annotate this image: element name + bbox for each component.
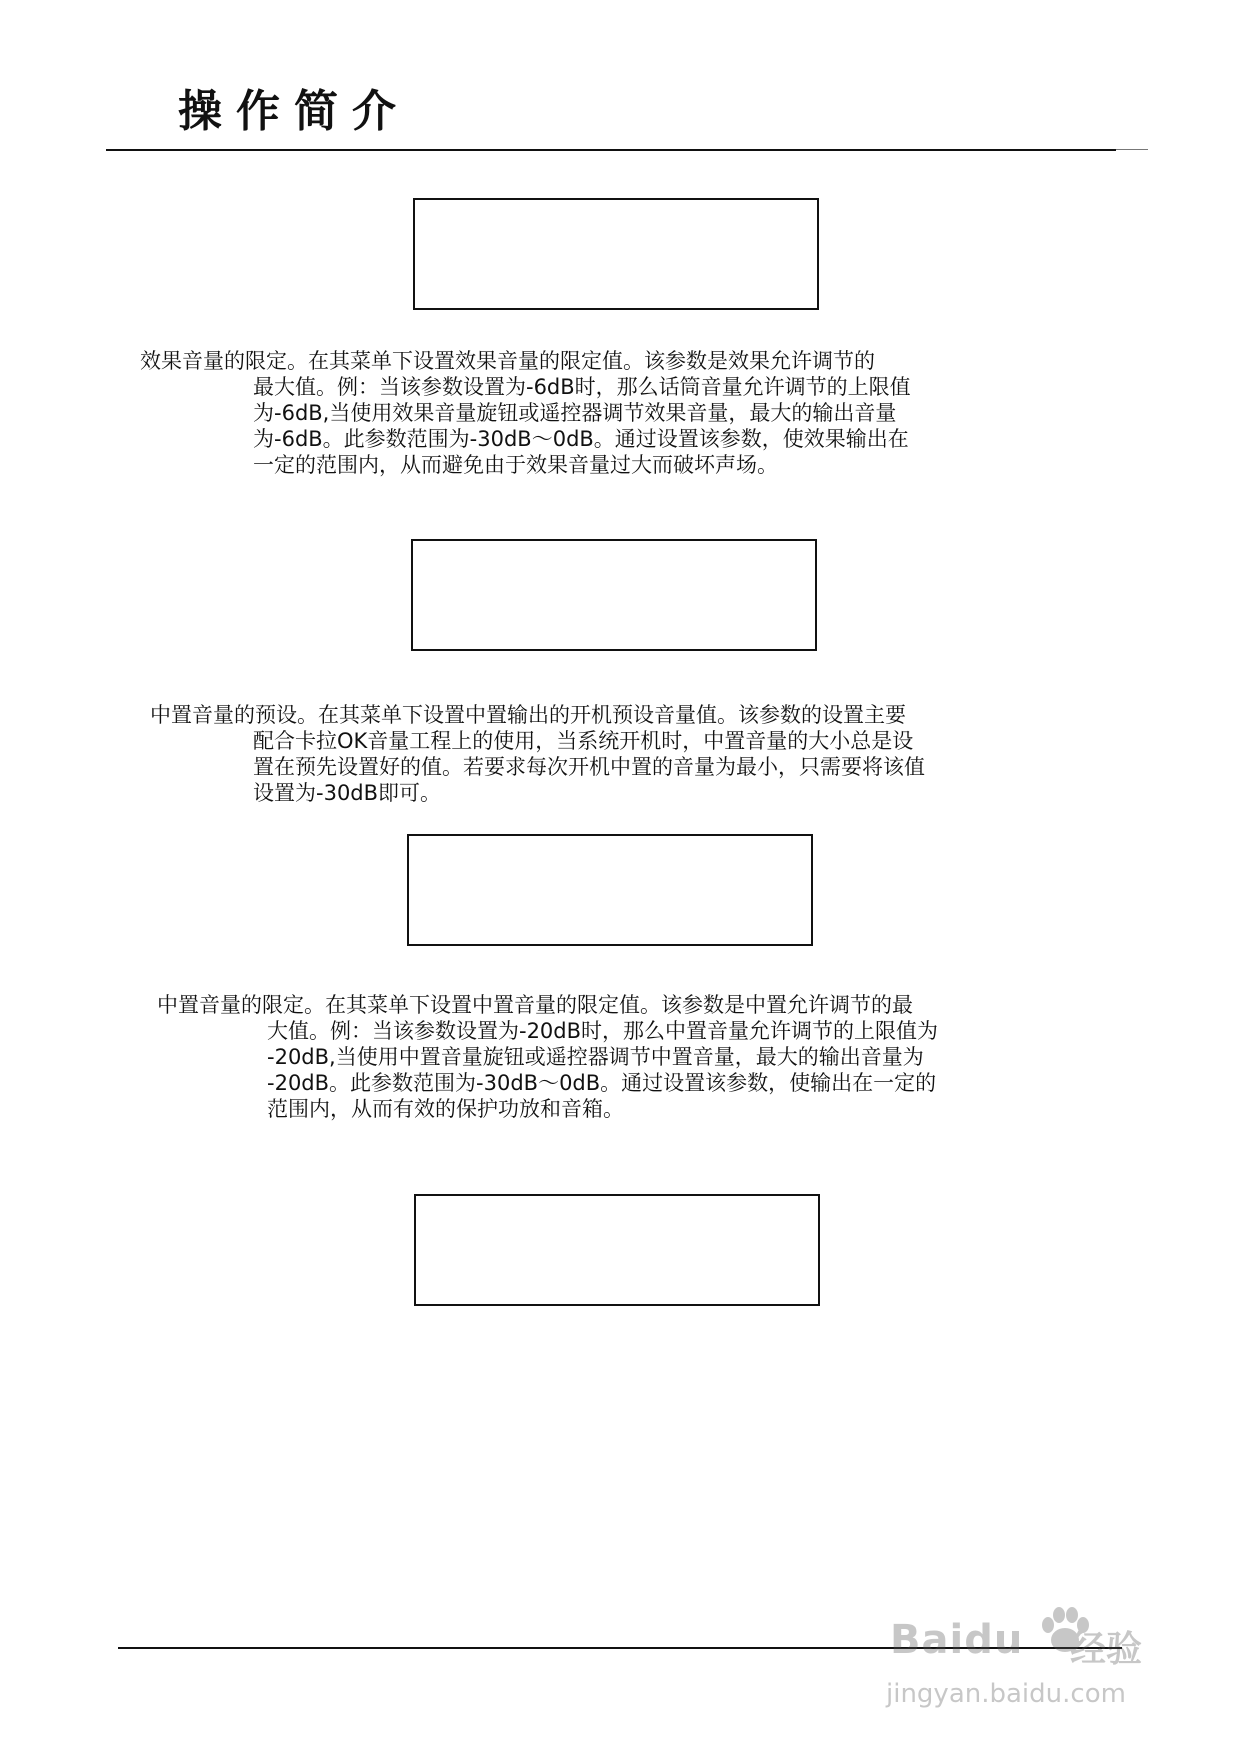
paragraph-line: 效果音量的限定。在其菜单下设置效果音量的限定值。该参数是效果允许调节的	[140, 349, 875, 373]
paragraph-line: 范围内，从而有效的保护功放和音箱。	[267, 1097, 624, 1121]
lcd-display-figure-3	[407, 834, 813, 946]
header-divider	[106, 149, 1116, 151]
paragraph-line: 配合卡拉OK音量工程上的使用，当系统开机时，中置音量的大小总是设	[253, 729, 914, 753]
paragraph-line: -20dB。此参数范围为-30dB～0dB。通过设置该参数，使输出在一定的	[267, 1071, 937, 1095]
header-divider-tail	[1116, 149, 1148, 150]
paragraph-line: 一定的范围内，从而避免由于效果音量过大而破坏声场。	[253, 453, 778, 477]
paragraph-line: 置在预先设置好的值。若要求每次开机中置的音量为最小，只需要将该值	[253, 755, 925, 779]
page-title: 操作简介	[178, 86, 410, 137]
paragraph-line: 中置音量的预设。在其菜单下设置中置输出的开机预设音量值。该参数的设置主要	[150, 703, 906, 727]
paragraph-line: 为-6dB。此参数范围为-30dB～0dB。通过设置该参数，使效果输出在	[253, 427, 909, 451]
paragraph-center-volume-limit	[157, 992, 938, 1122]
baidu-jingyan-watermark	[880, 1595, 1180, 1725]
paragraph-center-volume-preset	[150, 702, 925, 806]
watermark-url: jingyan.baidu.com	[886, 1679, 1126, 1709]
paragraph-line: 设置为-30dB即可。	[253, 781, 442, 805]
watermark-brand-cn: 经验	[1070, 1629, 1143, 1670]
paragraph-line: 最大值。例：当该参数设置为-6dB时，那么话筒音量允许调节的上限值	[253, 375, 911, 399]
paragraph-line: 中置音量的限定。在其菜单下设置中置音量的限定值。该参数是中置允许调节的最	[157, 993, 913, 1017]
lcd-display-figure-2	[411, 539, 817, 651]
lcd-display-figure-1	[413, 198, 819, 310]
paragraph-line: 为-6dB,当使用效果音量旋钮或遥控器调节效果音量，最大的输出音量	[253, 401, 897, 425]
paragraph-line: 大值。例：当该参数设置为-20dB时，那么中置音量允许调节的上限值为	[267, 1019, 939, 1043]
lcd-display-figure-4	[414, 1194, 820, 1306]
watermark-brand: Baidu	[890, 1617, 1024, 1663]
paragraph-effect-volume-limit	[140, 348, 911, 478]
paragraph-line: -20dB,当使用中置音量旋钮或遥控器调节中置音量，最大的输出音量为	[267, 1045, 924, 1069]
